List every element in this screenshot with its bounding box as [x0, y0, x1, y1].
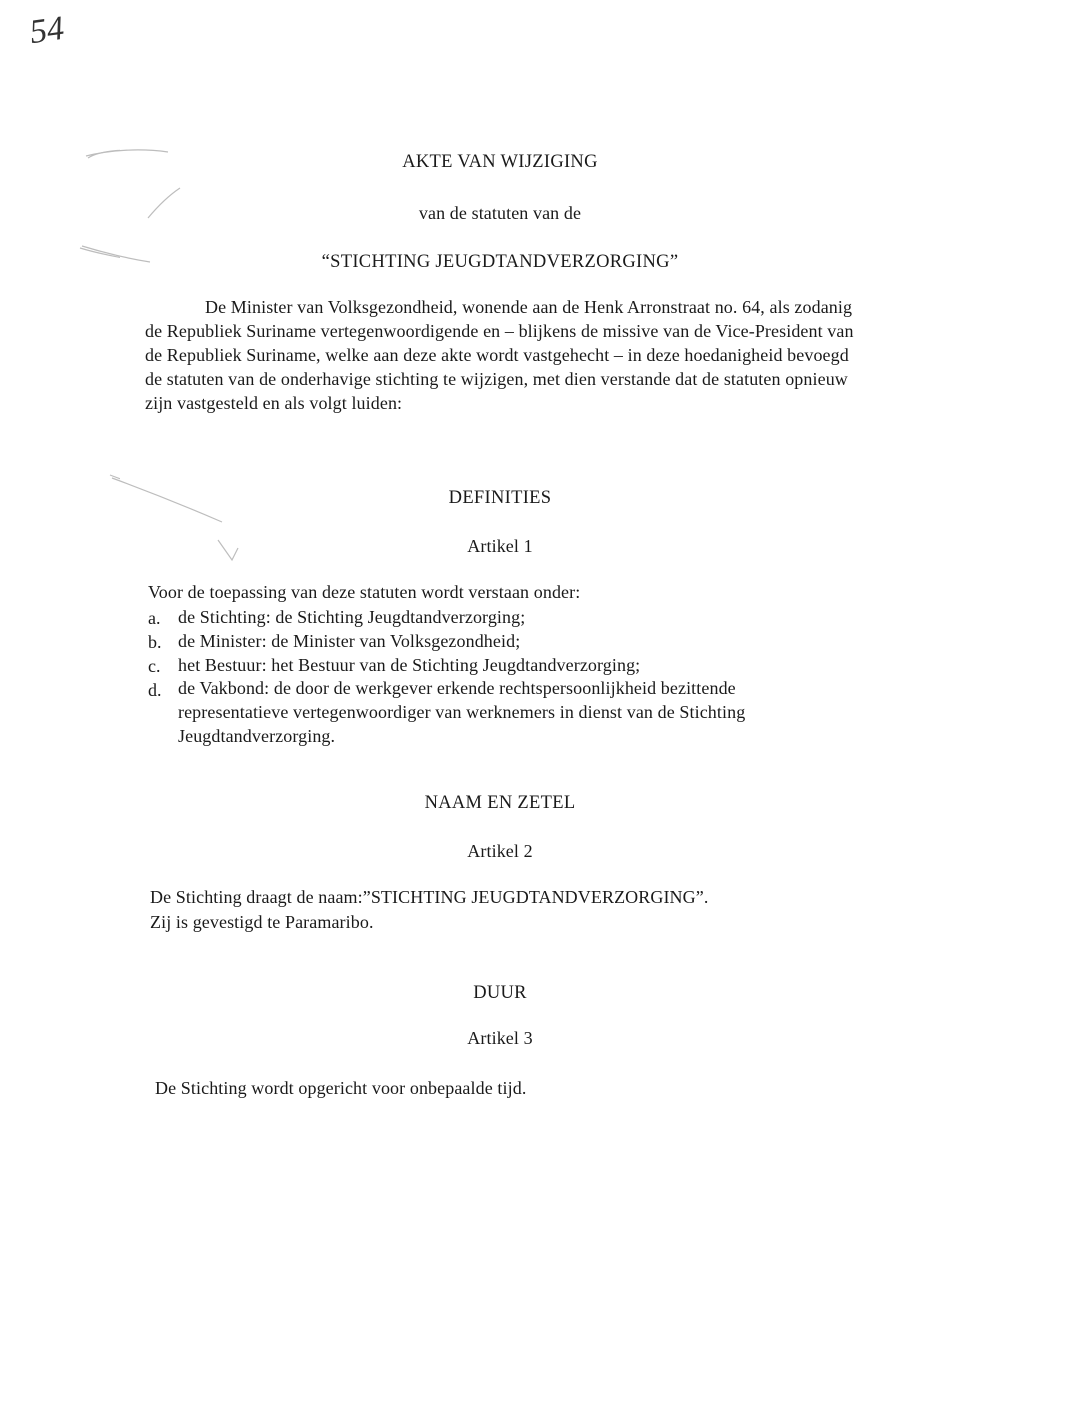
duration-line: De Stichting wordt opgericht voor onbepaalde tijd. — [155, 1078, 527, 1098]
list-marker: d. — [148, 680, 162, 700]
document-subtitle: van de statuten van de — [418, 203, 582, 223]
list-marker: a. — [148, 608, 161, 628]
intro-line: de Republiek Suriname vertegenwoordigende en – blijkens de missive van de Vice-President van — [145, 321, 854, 341]
seat-line: Zij is gevestigd te Paramaribo. — [150, 912, 374, 932]
intro-line: zijn vastgesteld en als volgt luiden: — [145, 393, 403, 413]
article-3-label: Artikel 3 — [467, 1028, 533, 1048]
foundation-name: “STICHTING JEUGDTANDVERZORGING” — [321, 252, 679, 272]
list-item: de Vakbond: de door de werkgever erkende rechtspersoonlijkheid bezittende — [178, 678, 736, 698]
handwritten-page-number: 54 — [27, 9, 67, 52]
list-marker: b. — [148, 632, 162, 652]
document-title: AKTE VAN WIJZIGING — [402, 152, 598, 172]
article-2-label: Artikel 2 — [467, 841, 533, 861]
intro-line: de Republiek Suriname, welke aan deze akte wordt vastgehecht – in deze hoedanigheid bevoegd — [145, 345, 849, 365]
section-heading-duration: DUUR — [473, 983, 527, 1003]
intro-line: De Minister van Volksgezondheid, wonende aan de Henk Arronstraat no. 64, als zodanig — [205, 297, 853, 317]
list-item: het Bestuur: het Bestuur van de Stichting Jeugdtandverzorging; — [178, 655, 641, 675]
section-heading-definitions: DEFINITIES — [448, 488, 552, 508]
name-line: De Stichting draagt de naam:”STICHTING JEUGDTANDVERZORGING”. — [150, 887, 709, 907]
intro-line: de statuten van de onderhavige stichting te wijzigen, met dien verstande dat de statuten opnieuw — [145, 369, 848, 389]
list-item: de Minister: de Minister van Volksgezondheid; — [178, 631, 521, 651]
section-heading-name: NAAM EN ZETEL — [424, 793, 576, 813]
list-item-continuation: representatieve vertegenwoordiger van werknemers in dienst van de Stichting — [178, 702, 746, 722]
list-item: de Stichting: de Stichting Jeugdtandverzorging; — [178, 607, 526, 627]
list-item-continuation: Jeugdtandverzorging. — [178, 726, 336, 746]
list-marker: c. — [148, 656, 161, 676]
article-1-label: Artikel 1 — [467, 536, 533, 556]
definitions-lead: Voor de toepassing van deze statuten wordt verstaan onder: — [148, 582, 581, 602]
